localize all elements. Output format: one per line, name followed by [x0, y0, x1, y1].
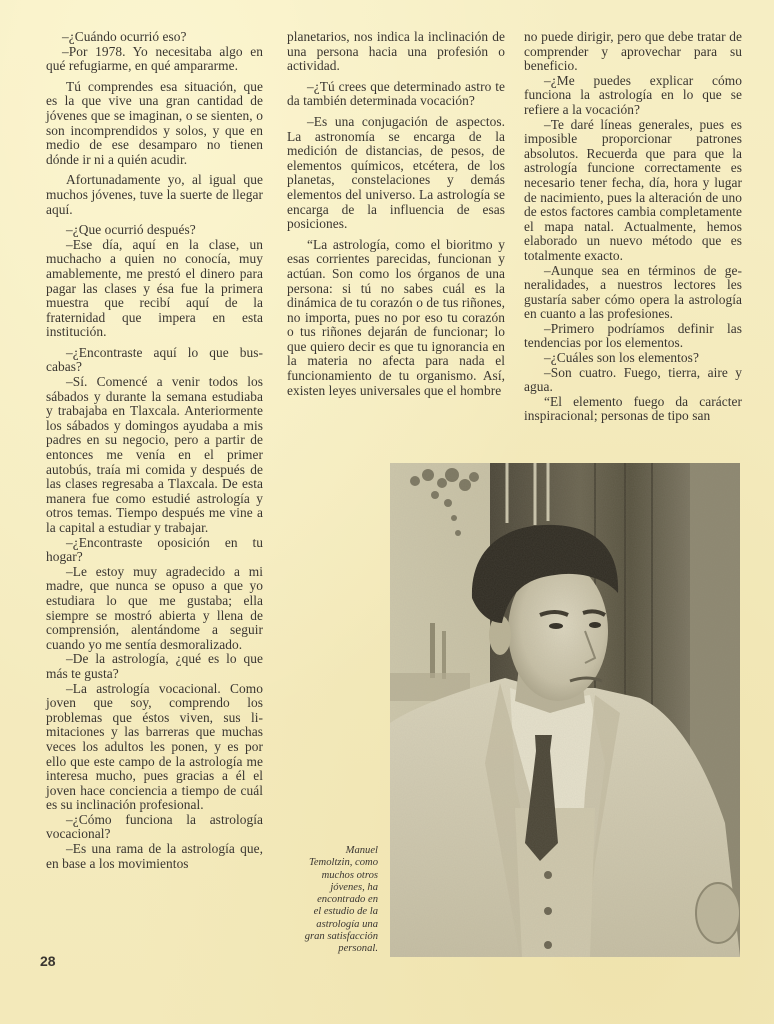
- caption-line: personal.: [338, 943, 378, 955]
- page-number: 28: [40, 953, 56, 969]
- paragraph: –¿Cómo funciona la astrología vocacional?: [46, 811, 263, 842]
- caption-line: muchos otros: [321, 869, 378, 881]
- paragraph: no puede dirigir, pero que debe tratar de comprender y aprovechar para su beneficio.: [524, 29, 742, 74]
- paragraph: –Le estoy muy agradecido a mi madre, que nunca se opuso a que yo estudiara lo que me gustaba; ella siempre se mostró abierta y llena de comprensión, alentándome a seguir cuando yo me sentía desmoralizado.: [46, 563, 263, 652]
- paragraph: planetarios, nos indica la inclinación de una persona hacia una profesión o actividad.: [287, 29, 505, 74]
- paragraph: –¿Que ocurrió después?: [66, 222, 196, 238]
- paragraph: –La astrología vocacional. Como joven que soy, comprendo los problemas que éstos viven, sus limitaciones y las barreras que muchas veces los adultos les ponen, y es por ello que este campo de la astrología me interesa mucho, pues gracias a él el joven hace conciencia a tiempo de cuál es su inclinación profesional.: [46, 680, 263, 813]
- paragraph: Tú comprendes esa situación, que es la que vive una gran cantidad de jóvenes que se imaginan, o se sienten, o son incomprendidos y solos, y que en medio de ese desamparo no tienen dónde ir ni a quién acudir.: [46, 78, 263, 167]
- portrait-photo: [390, 463, 740, 957]
- article-column-1: [46, 30, 263, 871]
- caption-line: gran satisfacción: [304, 931, 378, 943]
- paragraph: –Por 1978. Yo necesitaba algo en qué refugiarme, en qué ampararme.: [46, 43, 263, 74]
- caption-line: encontrado en: [317, 894, 378, 906]
- paragraph: –¿Me puedes explicar cómo funciona la astrología en lo que se refiere a la vocación?: [524, 72, 742, 117]
- paragraph: –Aunque sea en términos de generalidades, a nuestros lectores les gustaría saber cómo opera la astrología en cuanto a las profesiones.: [524, 262, 742, 322]
- paragraph: –¿Cuáles son los elementos?: [544, 350, 699, 366]
- paragraph: –Primero podríamos definir las tendencias por los elementos.: [524, 320, 742, 351]
- paragraph: –¿Tú crees que determinado astro te da también determinada vocación?: [287, 78, 505, 109]
- caption-line: Manuel: [345, 845, 378, 856]
- caption-line: Temoltzin, como: [308, 857, 378, 869]
- paragraph: Afortunadamente yo, al igual que muchos jóvenes, tuve la suerte de llegar aquí.: [46, 172, 263, 217]
- paragraph: –Es una conjugación de aspectos. La astronomía se encarga de la medición de distancias, de pesos, de elementos químicos, etcétera, de los planetas, constelaciones y demás elementos del universo. La astrología se encarga de la influencia de esas posiciones.: [287, 113, 505, 232]
- paragraph: “El elemento fuego da carácter inspiracional; personas de tipo san: [524, 393, 742, 424]
- article-column-3: [524, 30, 742, 424]
- photo-caption: [292, 845, 378, 956]
- paragraph: –Son cuatro. Fuego, tierra, aire y agua.: [524, 364, 742, 395]
- paragraph: –Te daré líneas generales, pues es imposible proporcionar patrones absolutos. Recuerda que para que la astrología funcione correctamente es necesario tener fecha, día, hora y lugar de nacimiento, pues la alteración de uno de estos factores cambia completamente el mapa natal. Actualmente, hemos elaborado un nuevo método que es totalmente exacto.: [524, 116, 742, 263]
- paragraph: –Sí. Comencé a venir todos los sábados y durante la semana estudiaba y trabajaba en Tlaxcala. Anteriormente los sábados y domingos ayudaba a mis padres en su negocio, pero a partir de entonces me venía en el primer autobús, traía mi comida y después de las clases regresaba a Tlaxcala. De esta manera fue como estudié astrología y otros temas. Tiempo después me vine a la capital a estudiar y trabajar.: [46, 374, 263, 535]
- caption-line: astrología una: [316, 918, 378, 930]
- caption-line: el estudio de la: [313, 906, 378, 918]
- paragraph: –¿Cuándo ocurrió eso?: [62, 29, 187, 44]
- paragraph: –¿Encontraste aquí lo que buscabas?: [46, 344, 263, 375]
- paragraph: –¿Encontraste oposición en tu hogar?: [46, 534, 263, 565]
- paragraph: –De la astrología, ¿qué es lo que más te gusta?: [46, 651, 263, 681]
- paragraph: –Es una rama de la astrología que, en base a los movimientos: [46, 841, 263, 871]
- caption-line: jóvenes, ha: [330, 881, 378, 893]
- paragraph: –Ese día, aquí en la clase, un muchacho a quien no conocía, muy amablemente, me prestó el dinero para pagar las clases y ésa fue la primera muestra que recibí aquí de la fraternidad que impera en esta institución.: [46, 236, 263, 340]
- paragraph: “La astrología, como el bioritmo y esas corrientes parecidas, funcionan y actúan. Son como los órganos de una persona: si tú no sabes cuál es la dinámica de tu corazón o de tus riñones, no importa, pues no por eso tu corazón o tus riñones dejarán de funcionar; lo que quiero decir es que tu ignorancia en la materia no afecta para nada el funcionamiento de tu organismo. Así, existen leyes universales que el hombre: [287, 236, 505, 398]
- article-column-2: [287, 30, 505, 398]
